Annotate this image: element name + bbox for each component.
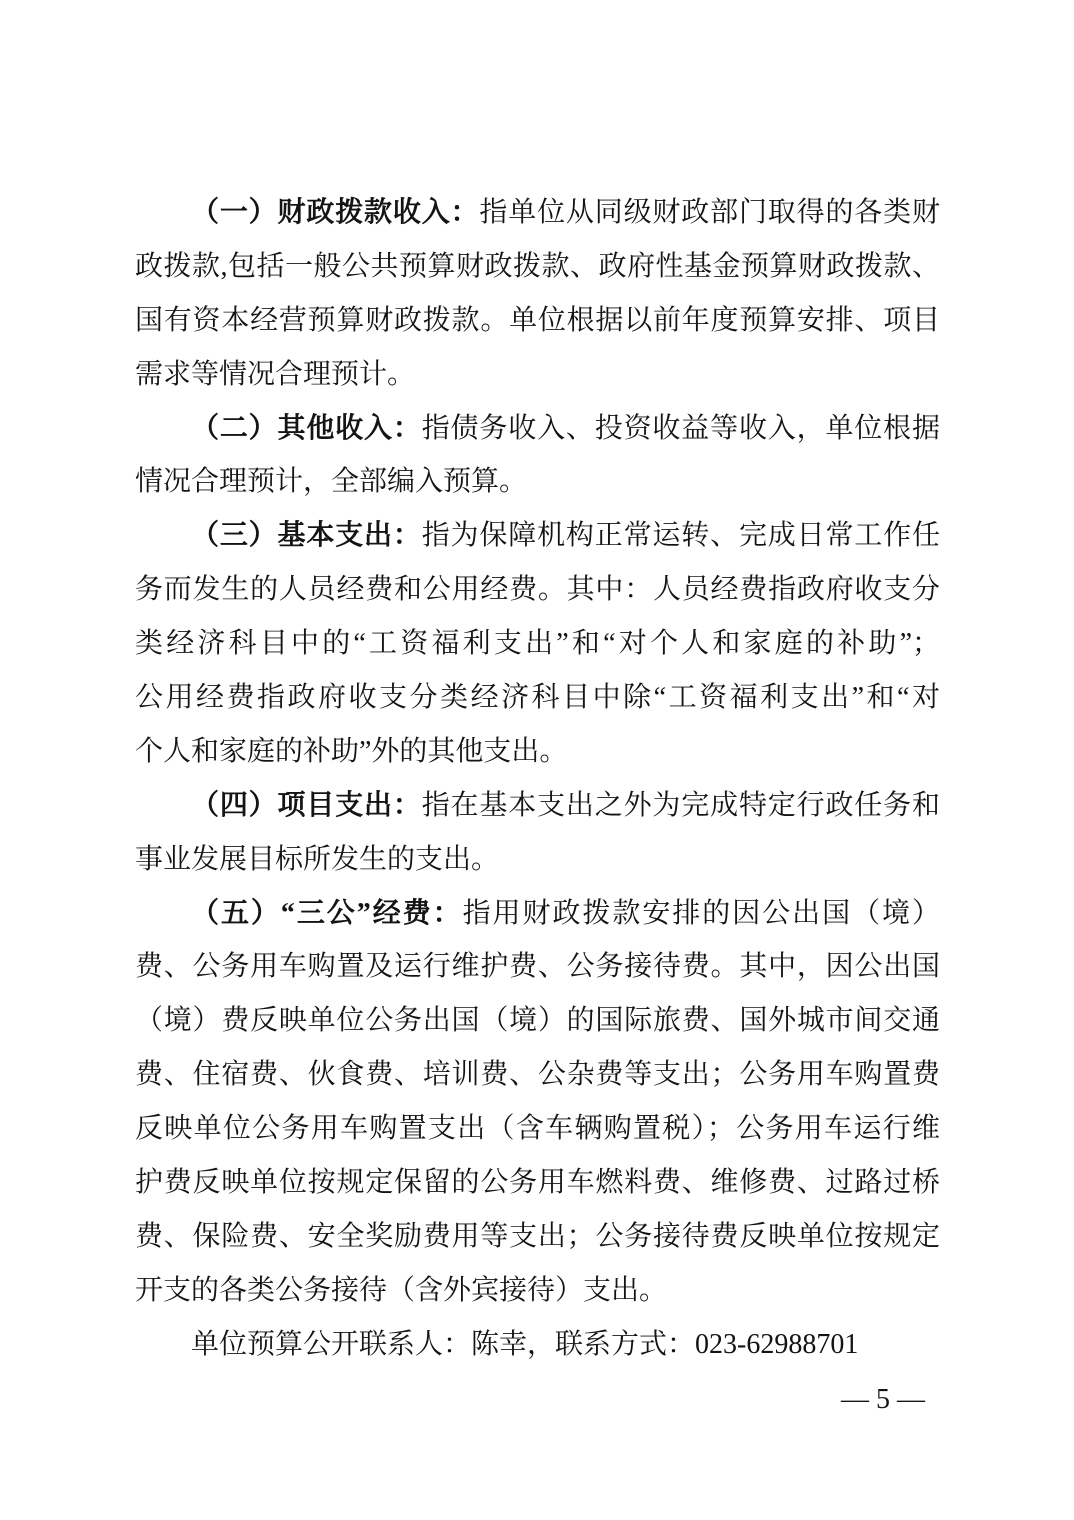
paragraph-2-line-2: 情况合理预计，全部编入预算。 <box>135 466 528 498</box>
paragraph-three-public-expenses <box>135 887 940 1318</box>
text-run: 指用财政拨款安排的因公出国（境） <box>462 897 940 929</box>
paragraph-5-line-3: （境）费反映单位公务出国（境）的国际旅费、国外城市间交通 <box>135 1005 940 1037</box>
paragraph-3-line-3: 类经济科目中的“工资福利支出”和“对个人和家庭的补助”； <box>135 628 940 660</box>
paragraph-heading: （五）“三公”经费： <box>191 897 463 929</box>
text-run: 指单位从同级财政部门取得的各类财 <box>479 197 940 228</box>
paragraph-5-line-2: 费、公务用车购置及运行维护费、公务接待费。其中，因公出国 <box>135 951 940 983</box>
paragraph-2-line-1 <box>135 402 940 456</box>
paragraph-4-line-1 <box>135 779 940 833</box>
paragraph-heading: （四）项目支出： <box>191 789 422 821</box>
text-run: 指在基本支出之外为完成特定行政任务和 <box>421 789 940 821</box>
paragraph-5-line-5: 反映单位公务用车购置支出（含车辆购置税）；公务用车运行维 <box>135 1113 940 1145</box>
paragraph-1-line-1 <box>135 186 940 240</box>
paragraph-3-line-4: 公用经费指政府收支分类经济科目中除“工资福利支出”和“对 <box>135 682 940 714</box>
paragraph-5-line-4: 费、住宿费、伙食费、培训费、公杂费等支出；公务用车购置费 <box>135 1059 940 1091</box>
paragraph-3-line-2: 务而发生的人员经费和公用经费。其中：人员经费指政府收支分 <box>135 574 940 606</box>
paragraph-fiscal-appropriation-income <box>135 186 940 402</box>
document-body <box>135 186 940 1372</box>
paragraph-5-line-7: 费、保险费、安全奖励费用等支出；公务接待费反映单位按规定 <box>135 1220 940 1252</box>
paragraph-5-line-1 <box>135 887 940 941</box>
paragraph-heading: （二）其他收入： <box>191 412 422 444</box>
contact-line: 单位预算公开联系人：陈幸，联系方式：023-62988701 <box>191 1328 859 1360</box>
paragraph-5-line-8: 开支的各类公务接待（含外宾接待）支出。 <box>135 1274 668 1306</box>
paragraph-4-line-2: 事业发展目标所发生的支出。 <box>135 843 500 875</box>
paragraph-1-line-4: 需求等情况合理预计。 <box>135 358 416 390</box>
paragraph-other-income <box>135 402 940 510</box>
page-number: — 5 — <box>841 1384 925 1415</box>
paragraph-3-line-5: 个人和家庭的补助”外的其他支出。 <box>135 735 568 767</box>
paragraph-5-line-6: 护费反映单位按规定保留的公务用车燃料费、维修费、过路过桥 <box>135 1167 940 1199</box>
paragraph-heading: （三）基本支出： <box>191 520 422 552</box>
paragraph-1-line-2: 政拨款,包括一般公共预算财政拨款、政府性基金预算财政拨款、 <box>135 250 940 282</box>
paragraph-3-line-1 <box>135 509 940 563</box>
paragraph-basic-expenditure <box>135 509 940 778</box>
paragraph-heading: （一）财政拨款收入： <box>191 197 480 228</box>
paragraph-project-expenditure <box>135 779 940 887</box>
paragraph-1-line-3: 国有资本经营预算财政拨款。单位根据以前年度预算安排、项目 <box>135 304 940 336</box>
text-run: 指为保障机构正常运转、完成日常工作任 <box>421 520 940 552</box>
text-run: 指债务收入、投资收益等收入，单位根据 <box>421 412 940 444</box>
